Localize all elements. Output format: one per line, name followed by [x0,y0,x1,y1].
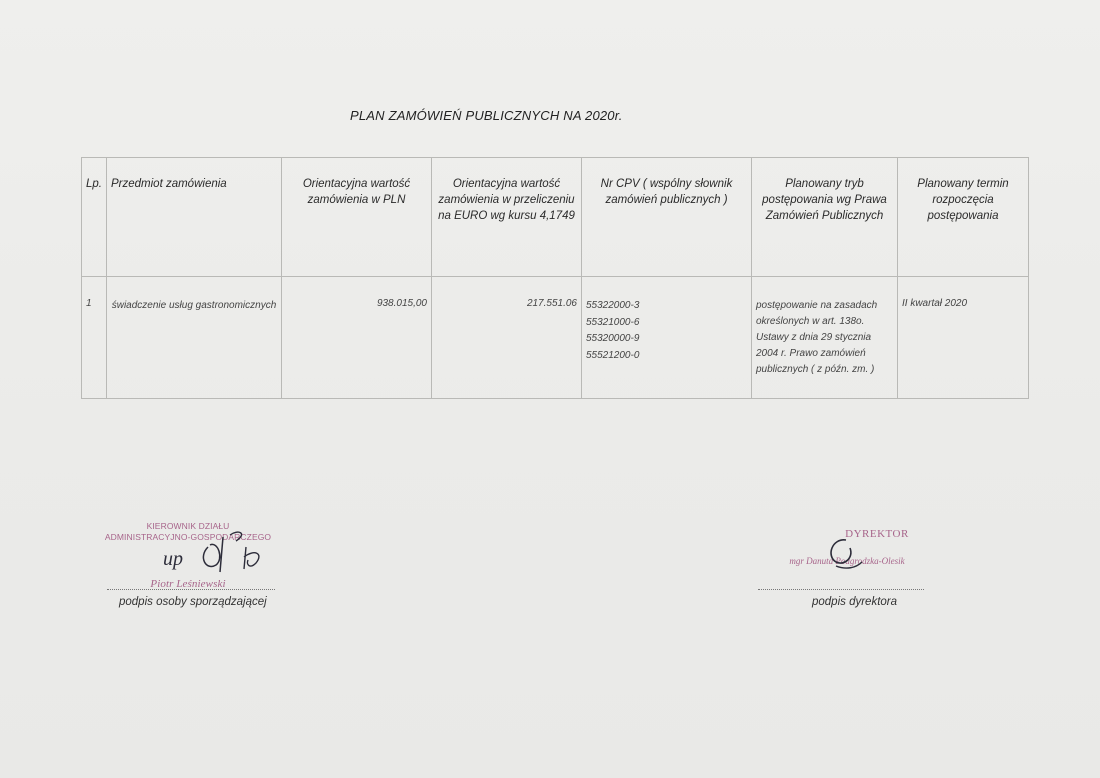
cell-cpv [582,277,752,399]
header-mode: Planowany tryb postępowania wg Prawa Zamówień Publicznych [752,158,898,277]
cpv-code: 55320000-9 [586,333,640,344]
director-signature [812,528,872,578]
preparer-signature-line [107,589,275,590]
director-signature-label: podpis dyrektora [812,596,898,608]
preparer-signature [188,527,278,577]
table-header-row [82,158,1029,277]
header-value-pln: Orientacyjna wartość zamówienia w PLN [282,158,432,277]
cell-value-eur: 217.551.06 [432,277,582,399]
cell-lp: 1 [82,277,107,399]
procurement-plan-table [81,157,1029,399]
stamp-line-1: KIEROWNIK DZIAŁU [146,521,230,531]
cell-value-pln: 938.015,00 [282,277,432,399]
stamp-name: Piotr Leśniewski [150,578,226,590]
cell-mode: postępowanie na zasadach określonych w art. 138o. Ustawy z dnia 29 stycznia 2004 r. Prawo zamówień publicznych ( z późn. zm. ) [752,277,898,399]
table-row [82,277,1029,399]
header-subject: Przedmiot zamówienia [107,158,282,277]
director-signature-line [758,589,924,590]
cpv-code: 55322000-3 [586,300,640,311]
header-lp: Lp. [82,158,107,277]
cpv-code: 55321000-6 [586,316,640,328]
cell-subject: świadczenie usług gastronomicznych [107,277,282,399]
handwritten-note: up [163,548,183,570]
header-value-eur: Orientacyjna wartość zamówienia w przeliczeniu na EURO wg kursu 4,1749 [432,158,582,277]
stamp-role: DYREKTOR [845,528,909,540]
header-cpv: Nr CPV ( wspólny słownik zamówień publicznych ) [582,158,752,277]
document-title: PLAN ZAMÓWIEŃ PUBLICZNYCH NA 2020r. [350,108,623,123]
header-term: Planowany termin rozpoczęcia postępowania [898,158,1029,277]
preparer-signature-label: podpis osoby sporządzającej [119,596,267,608]
cpv-code: 55521200-0 [586,349,640,361]
stamp-line-2: ADMINISTRACYJNO-GOSPODARCZEGO [104,532,272,542]
stamp-name: mgr Danuta Podgrodzka-Olesik [789,556,905,566]
cell-term: II kwartał 2020 [898,277,1029,399]
